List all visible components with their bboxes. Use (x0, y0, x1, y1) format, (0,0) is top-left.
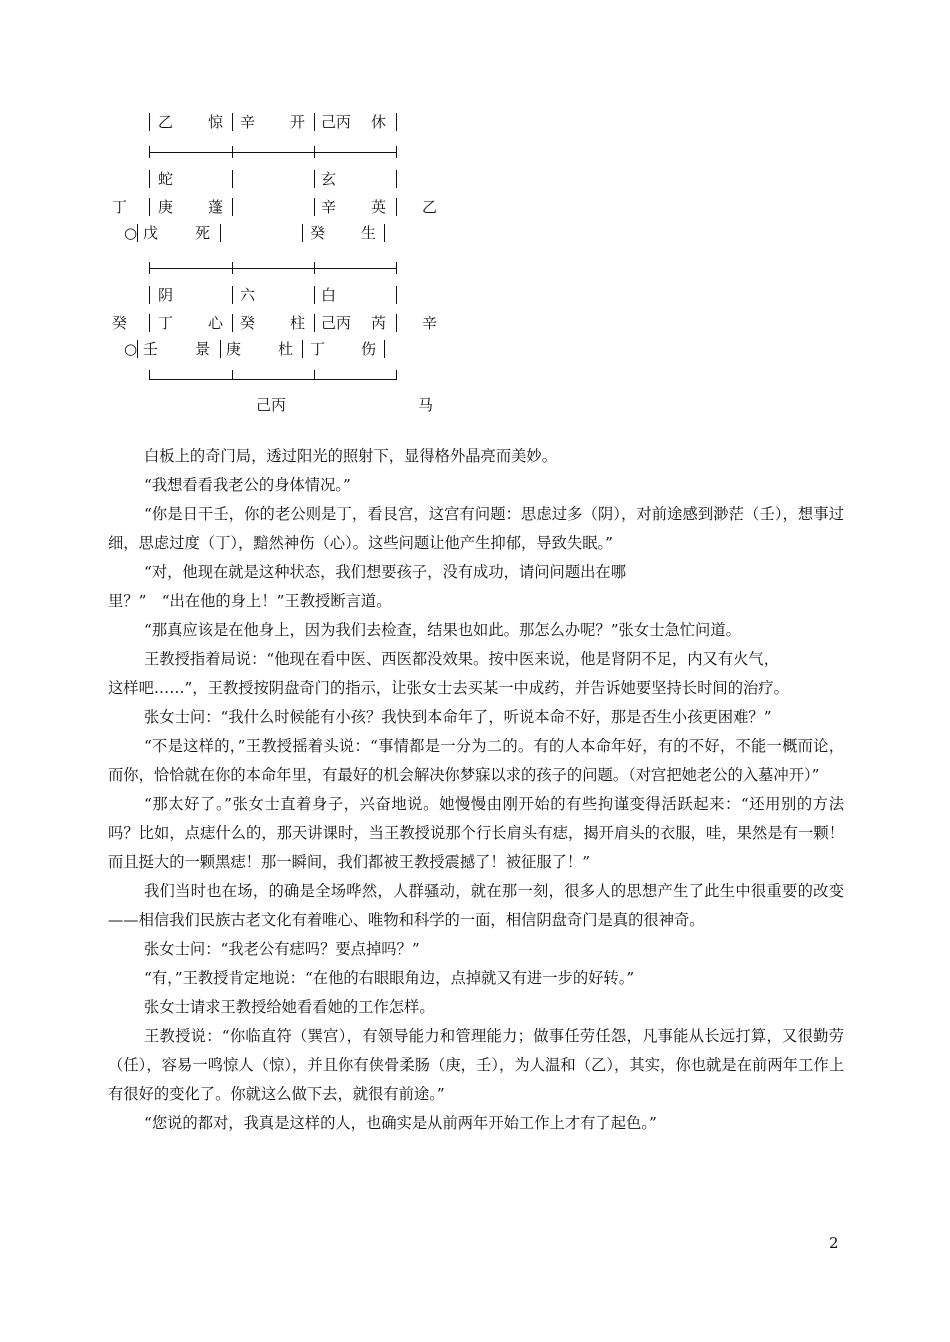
chart-glyph: 柱 (290, 314, 306, 332)
paragraph: 张女士问：“我什么时候能有小孩？我快到本命年了，听说本命不好，那是否生小孩更困难？” (144, 708, 772, 726)
chart-glyph: 癸 (240, 314, 256, 332)
chart-glyph: 英 (371, 198, 387, 216)
chart-border (396, 262, 397, 274)
chart-border (149, 146, 150, 158)
paragraph: “对，他现在就是这种状态，我们想要孩子，没有成功，请问问题出在哪 (144, 563, 627, 581)
chart-glyph: 伤 (361, 340, 377, 358)
chart-border (149, 314, 150, 332)
chart-footer-left: 己丙 (256, 396, 287, 414)
chart-border (314, 370, 315, 380)
chart-glyph: 芮 (371, 314, 387, 332)
chart-glyph: 死 (195, 224, 211, 242)
chart-glyph: 辛 (321, 198, 337, 216)
chart-border (314, 113, 315, 131)
chart-border (232, 170, 233, 188)
chart-border (232, 146, 233, 158)
chart-glyph: 六 (240, 286, 256, 304)
chart-border (396, 314, 397, 332)
paragraph: “你是日干壬，你的老公则是丁，看艮宫，这宫有问题：思虑过多（阴），对前途感到渺茫（壬），想事过细，思虑过度（丁），黯然神伤（心）。这些问题让他产生抑郁，导致失眠。” (108, 505, 844, 552)
chart-divider (149, 152, 396, 153)
qimen-chart (0, 0, 950, 430)
chart-glyph: 辛 (240, 113, 256, 131)
chart-border (302, 340, 303, 358)
chart-glyph: 蓬 (208, 198, 224, 216)
chart-border (149, 262, 150, 274)
chart-border (137, 224, 138, 242)
chart-glyph: 生 (361, 224, 377, 242)
chart-glyph: 开 (290, 113, 306, 131)
chart-border (232, 286, 233, 304)
chart-glyph: ○ (124, 224, 138, 242)
chart-glyph: 庚 (158, 198, 174, 216)
chart-glyph: ○ (124, 340, 138, 358)
chart-border (314, 170, 315, 188)
chart-border (396, 146, 397, 158)
chart-border (384, 224, 385, 242)
chart-border (220, 224, 221, 242)
chart-border (396, 198, 397, 216)
chart-glyph: 庚 (226, 340, 242, 358)
chart-glyph: 壬 (143, 340, 159, 358)
chart-border (149, 113, 150, 131)
chart-glyph: 白 (321, 286, 337, 304)
chart-border (314, 198, 315, 216)
chart-glyph: 乙 (158, 113, 174, 131)
chart-border (232, 314, 233, 332)
chart-footer-right: 马 (418, 396, 434, 414)
chart-glyph: 休 (371, 113, 387, 131)
chart-glyph: 戊 (143, 224, 159, 242)
paragraph: “您说的都对，我真是这样的人，也确实是从前两年开始工作上才有了起色。” (144, 1114, 657, 1132)
chart-border (314, 314, 315, 332)
chart-glyph: 心 (208, 314, 224, 332)
chart-border (149, 198, 150, 216)
chart-border (149, 286, 150, 304)
paragraph: 王教授指着局说：“他现在看中医、西医都没效果。按中医来说，他是肾阴不足，内又有火气， (144, 650, 779, 668)
paragraph: 张女士请求王教授给她看看她的工作怎样。 (144, 998, 435, 1016)
chart-border (314, 262, 315, 274)
chart-glyph: 辛 (422, 314, 438, 332)
chart-border (232, 262, 233, 274)
chart-divider (149, 379, 396, 380)
chart-border (149, 170, 150, 188)
paragraph: 我们当时也在场，的确是全场哗然，人群骚动，就在那一刻，很多人的思想产生了此生中很重要的改变——相信我们民族古老文化有着唯心、唯物和科学的一面，相信阴盘奇门是真的很神奇。 (108, 882, 844, 929)
chart-glyph: 阴 (158, 286, 174, 304)
chart-glyph: 丁 (158, 314, 174, 332)
chart-glyph: 乙 (422, 198, 438, 216)
paragraph: “我想看看我老公的身体情况。” (144, 476, 351, 494)
chart-border (396, 170, 397, 188)
paragraph: “不是这样的，”王教授摇着头说：“事情都是一分为二的。有的人本命年好，有的不好，不能一概而论，而你，恰恰就在你的本命年里，有最好的机会解决你梦寐以求的孩子的问题。（对宫把她老公的入墓冲开）” (108, 737, 844, 784)
chart-glyph: 己丙 (321, 113, 352, 131)
chart-border (220, 340, 221, 358)
chart-border (314, 286, 315, 304)
paragraph: 里？” “出在他的身上！”王教授断言道。 (108, 592, 392, 610)
chart-glyph: 景 (195, 340, 211, 358)
chart-border (396, 286, 397, 304)
paragraph: 这样吧……”，王教授按阴盘奇门的指示，让张女士去买某一中成药，并告诉她要坚持长时间的治疗。 (108, 679, 789, 697)
chart-border (232, 198, 233, 216)
paragraph: 王教授说：“你临直符（巽宫），有领导能力和管理能力；做事任劳任怨，凡事能从长远打算，又很勤劳（任），容易一鸣惊人（惊），并且你有侠骨柔肠（庚，壬），为人温和（乙），其实，你也就是在前两年工作上有很好的变化了。你就这么做下去，就很有前途。” (108, 1027, 844, 1103)
chart-glyph: 惊 (208, 113, 224, 131)
chart-border (149, 370, 150, 380)
chart-glyph: 丁 (310, 340, 326, 358)
chart-border (396, 113, 397, 131)
chart-glyph: 蛇 (158, 170, 174, 188)
page-number: 2 (829, 1234, 839, 1252)
chart-border (232, 113, 233, 131)
paragraph: 白板上的奇门局，透过阳光的照射下，显得格外晶亮而美妙。 (144, 447, 558, 465)
chart-glyph: 杜 (278, 340, 294, 358)
body-text (108, 442, 844, 1138)
chart-glyph: 己丙 (321, 314, 352, 332)
paragraph: “那太好了。”张女士直着身子，兴奋地说。她慢慢由刚开始的有些拘谨变得活跃起来：“还用别的方法吗？比如，点痣什么的，那天讲课时，当王教授说那个行长肩头有痣，揭开肩头的衣服，哇，果然是有一颗！而且挺大的一颗黑痣！那一瞬间，我们都被王教授震撼了！被征服了！” (108, 795, 844, 871)
chart-glyph: 玄 (321, 170, 337, 188)
paragraph: “有，”王教授肯定地说：“在他的右眼眼角边，点掉就又有进一步的好转。” (144, 969, 635, 987)
chart-border (314, 146, 315, 158)
chart-glyph: 癸 (310, 224, 326, 242)
chart-border (137, 340, 138, 358)
chart-glyph: 癸 (112, 314, 128, 332)
paragraph: 张女士问：“我老公有痣吗？要点掉吗？” (144, 940, 420, 958)
paragraph: “那真应该是在他身上，因为我们去检查，结果也如此。那怎么办呢？”张女士急忙问道。 (144, 621, 741, 639)
chart-border (384, 340, 385, 358)
chart-border (396, 370, 397, 380)
chart-divider (149, 268, 396, 269)
chart-glyph: 丁 (112, 198, 128, 216)
chart-border (302, 224, 303, 242)
chart-border (232, 370, 233, 380)
